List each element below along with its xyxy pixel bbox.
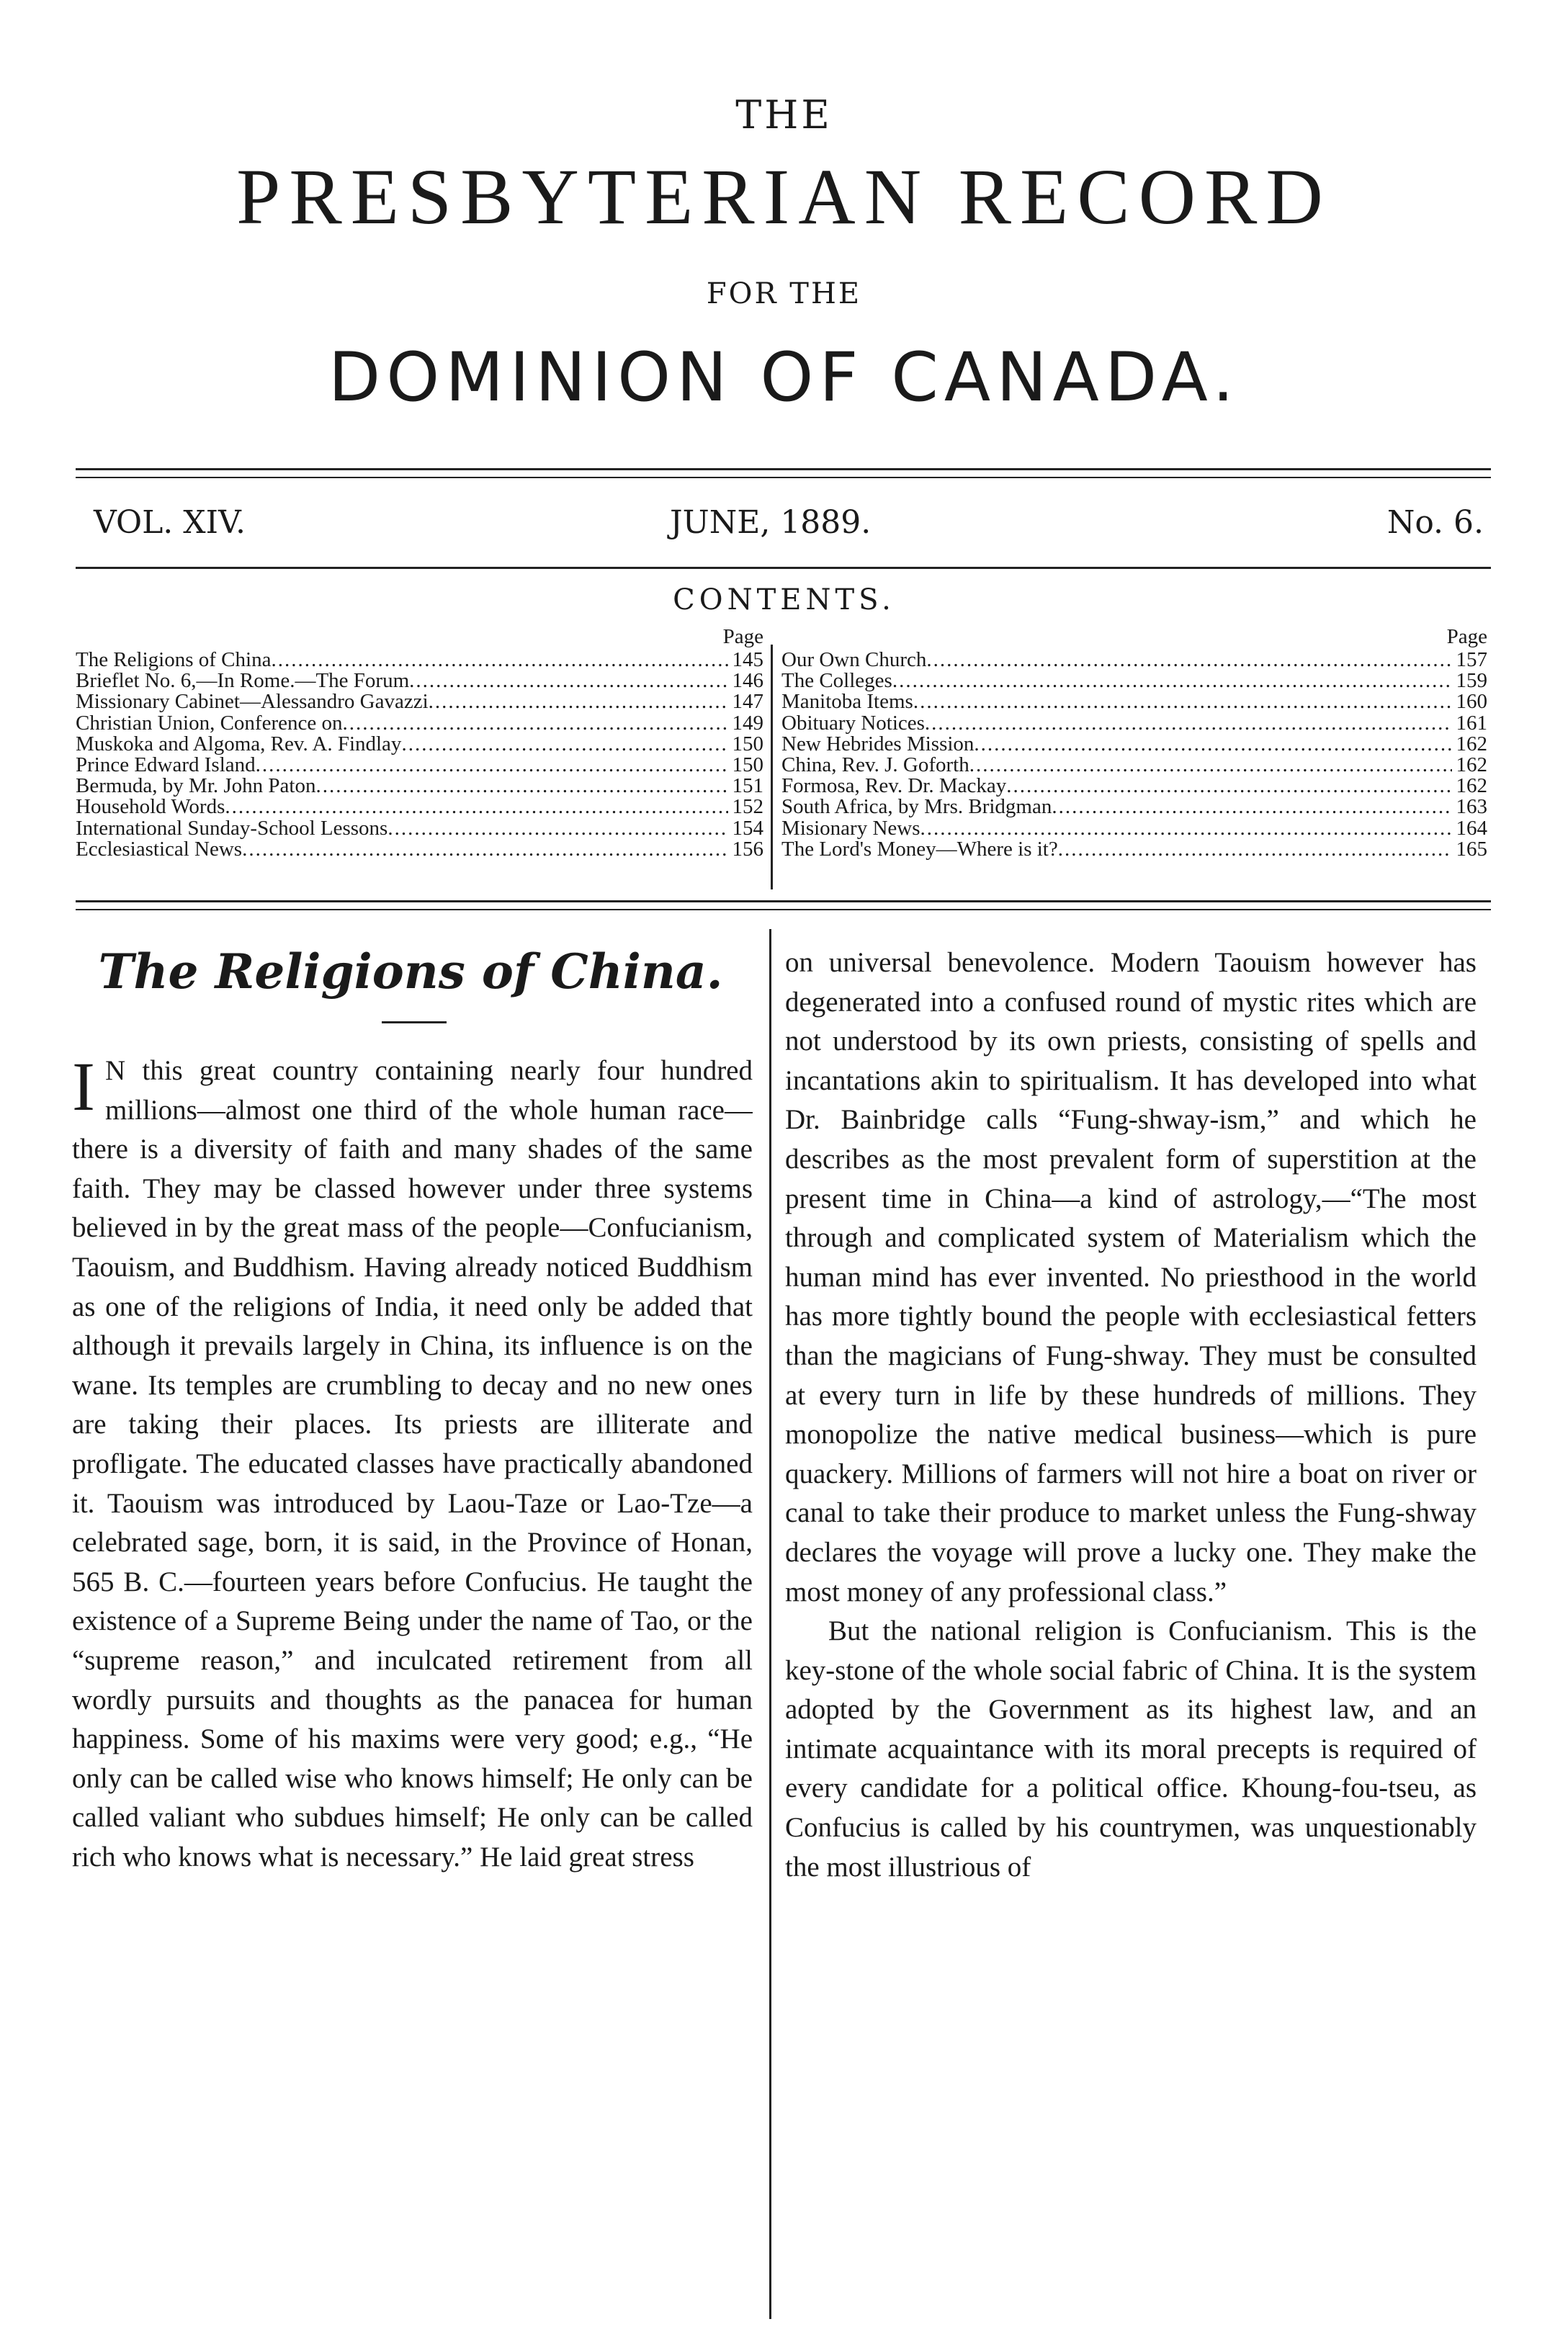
contents-entry-title: Household Words bbox=[76, 797, 225, 818]
contents-entry bbox=[76, 839, 763, 860]
contents-entry-page: 150 bbox=[732, 754, 763, 776]
column-2-paragraph-2: But the national religion is Confucianism. This is the key-stone of the whole social fabric of China. It is the system adopted by the Government as its highest law, and an intimate acquaintance with its moral precepts is required of every candidate for a political office. Khoung-fou-tseu, as Confucius is called by his countrymen, was unquestionably the most illustrious of bbox=[785, 1615, 1477, 1883]
contents-entry-leader bbox=[342, 713, 727, 734]
contents-entry-page: 150 bbox=[732, 733, 763, 755]
contents-page-label-left: Page bbox=[722, 625, 763, 648]
masthead-the: THE bbox=[735, 92, 833, 138]
contents-entry-title: Formosa, Rev. Dr. Mackay bbox=[781, 776, 1007, 797]
contents-entry-leader bbox=[969, 755, 1452, 776]
contents-entry-leader bbox=[256, 755, 728, 776]
contents-entry bbox=[76, 755, 763, 776]
contents-entry-leader bbox=[1006, 776, 1451, 797]
contents-entry-title: South Africa, by Mrs. Bridgman bbox=[781, 797, 1052, 818]
masthead-rule-top bbox=[76, 468, 1491, 470]
contents-entry-page: 152 bbox=[732, 797, 763, 818]
drop-cap: I bbox=[72, 1051, 95, 1125]
contents-entry-leader bbox=[913, 691, 1452, 712]
contents-entry-leader bbox=[242, 839, 727, 860]
issue-line bbox=[94, 504, 1484, 547]
contents-entry bbox=[781, 755, 1487, 776]
contents-entry-title: Obituary Notices bbox=[781, 712, 925, 734]
contents-entry-page: 156 bbox=[732, 838, 763, 860]
contents-entry bbox=[781, 734, 1487, 755]
masthead-dominion: DOMINION OF CANADA. bbox=[328, 338, 1240, 417]
contents-entry-page: 145 bbox=[732, 650, 763, 671]
contents-entry-title: China, Rev. J. Goforth bbox=[781, 754, 969, 776]
masthead-for-the: FOR THE bbox=[706, 277, 862, 310]
contents-entry-title: Misionary News bbox=[781, 817, 920, 839]
contents-heading: CONTENTS. bbox=[673, 583, 895, 616]
column-divider bbox=[769, 929, 771, 2319]
article-column-2 bbox=[785, 943, 1477, 2312]
contents-entry-leader bbox=[387, 818, 727, 839]
contents-entry-title: Missionary Cabinet—Alessandro Gavazzi bbox=[76, 691, 429, 713]
contents-entry-title: International Sunday-School Lessons bbox=[76, 817, 388, 839]
article-column-1 bbox=[72, 1051, 753, 2290]
contents-entry-leader bbox=[271, 650, 727, 671]
contents-rule-top bbox=[76, 900, 1491, 902]
contents-entry-title: Brieflet No. 6,—In Rome.—The Forum bbox=[76, 671, 410, 692]
title-underline bbox=[382, 1021, 447, 1023]
contents-entry-page: 157 bbox=[1456, 650, 1487, 671]
contents-entry-leader bbox=[409, 671, 727, 691]
contents-entry bbox=[781, 650, 1487, 671]
contents-entry-page: 161 bbox=[1456, 712, 1487, 734]
contents-entry-page: 162 bbox=[1456, 776, 1487, 797]
contents-entry-leader bbox=[225, 797, 727, 817]
contents-entry-title: The Lord's Money—Where is it? bbox=[781, 838, 1058, 860]
contents-entry-page: 149 bbox=[732, 712, 763, 734]
contents-entry-leader bbox=[1058, 839, 1452, 860]
column-2-paragraph-1: on universal benevolence. Modern Taouism however has degenerated into a confused round of mystic rites which are not understood by its own priests, consisting of spells and incantations akin to spiritualism. It has developed into what Dr. Bainbridge calls “Fung-shway-ism,” and which he describes as the most prevalent form of superstition at the present time in China—a kind of astrology,—“The most through and complicated system of Materialism which the human mind has ever invented. No priesthood in the world has more tightly bound the people with ecclesiastical fetters than the magicians of Fung-shway. They must be consulted at every turn in life by these hundreds of millions. They monopolize the native medical business—which is pure quackery. Millions of farmers will not hire a boat on river or canal to take their produce to market unless the Fung-shway declares the voyage will prove a lucky one. They make the most money of any professional class.” bbox=[785, 947, 1477, 1607]
contents-entry-page: 162 bbox=[1456, 733, 1487, 755]
contents-entry-page: 154 bbox=[732, 817, 763, 839]
contents-entry-title: The Colleges bbox=[781, 671, 892, 692]
contents-rule-bottom bbox=[76, 909, 1491, 910]
masthead-rule-bottom bbox=[76, 477, 1491, 478]
contents-entry bbox=[781, 797, 1487, 817]
masthead-title: PRESBYTERIAN RECORD bbox=[236, 153, 1332, 241]
contents-entry-title: Muskoka and Algoma, Rev. A. Findlay bbox=[76, 733, 402, 755]
contents-entry-leader bbox=[974, 734, 1451, 755]
contents-entry-page: 151 bbox=[732, 776, 763, 797]
contents-entry bbox=[781, 818, 1487, 839]
contents-left-column bbox=[76, 627, 763, 860]
contents-entry-leader bbox=[316, 776, 728, 797]
column-1-paragraph bbox=[72, 1051, 753, 1877]
contents-entry bbox=[76, 734, 763, 755]
contents-entry-leader bbox=[892, 671, 1452, 691]
contents-entry-page: 146 bbox=[732, 671, 763, 692]
issue-date: JUNE, 1889. bbox=[670, 504, 872, 541]
column-1-text: N this great country containing nearly four hundred millions—almost one third of the whole human race—there is a diversity of faith and many shades of the same faith. They may be classed however under three systems believed in by the great mass of the people—Confucianism, Taouism, and Buddhism. Having already noticed Buddhism as one of the religions of India, it need only be added that although it prevails largely in China, its influence is on the wane. Its temples are crumbling to decay and no new ones are taking their places. Its priests are illiterate and profligate. The educated classes have practically abandoned it. Taouism was introduced by Laou-Taze or Lao-Tze—a celebrated sage, born, it is said, in the Province of Honan, 565 B. C.—fourteen years before Confucius. He taught the existence of a Supreme Being under the name of Tao, or the “supreme reason,” and inculcated retirement from all wordly pursuits and thoughts as the panacea for human happiness. Some of his maxims were very good; e.g., “He only can be called wise who knows himself; He only can be called valiant who subdues himself; He only can be called rich who knows what is necessary.” He laid great stress bbox=[72, 1055, 753, 1873]
contents-entry-page: 147 bbox=[732, 691, 763, 713]
contents-entry-page: 165 bbox=[1456, 838, 1487, 860]
contents-page-label-right: Page bbox=[1446, 625, 1487, 648]
contents-entry-title: Bermuda, by Mr. John Paton bbox=[76, 776, 316, 797]
contents-entry-page: 163 bbox=[1456, 797, 1487, 818]
contents-entry-page: 162 bbox=[1456, 754, 1487, 776]
contents-entry-page: 159 bbox=[1456, 671, 1487, 692]
contents-entry bbox=[781, 671, 1487, 691]
contents-entry-leader bbox=[429, 691, 728, 712]
contents-entry-title: Our Own Church bbox=[781, 650, 927, 671]
contents-entry-leader bbox=[926, 650, 1451, 671]
issue-number: No. 6. bbox=[1386, 504, 1484, 541]
contents-entry bbox=[76, 671, 763, 691]
article-title: The Religions of China. bbox=[98, 943, 723, 1000]
contents-entry bbox=[76, 691, 763, 712]
contents-entry-leader bbox=[401, 734, 727, 755]
contents-entry bbox=[76, 650, 763, 671]
contents-entry-title: Christian Union, Conference on bbox=[76, 712, 343, 734]
contents-entry-title: Ecclesiastical News bbox=[76, 838, 243, 860]
contents-entry-title: New Hebrides Mission bbox=[781, 733, 975, 755]
contents-entry-title: The Religions of China bbox=[76, 650, 272, 671]
contents-entry-leader bbox=[1052, 797, 1451, 817]
issue-volume: VOL. XIV. bbox=[94, 504, 246, 541]
contents-entry-page: 160 bbox=[1456, 691, 1487, 713]
contents-entry bbox=[76, 797, 763, 817]
contents-entry bbox=[76, 713, 763, 734]
issue-rule bbox=[76, 567, 1491, 569]
contents-entry bbox=[781, 713, 1487, 734]
contents-entry-title: Manitoba Items bbox=[781, 691, 913, 713]
contents-entry bbox=[781, 691, 1487, 712]
contents-divider bbox=[771, 645, 773, 889]
contents-entry-leader bbox=[925, 713, 1452, 734]
contents-entry bbox=[781, 839, 1487, 860]
contents-entry bbox=[76, 818, 763, 839]
contents-entry-leader bbox=[920, 818, 1452, 839]
contents-entry-page: 164 bbox=[1456, 817, 1487, 839]
contents-entry bbox=[781, 776, 1487, 797]
contents-entry-title: Prince Edward Island bbox=[76, 754, 256, 776]
contents-entry bbox=[76, 776, 763, 797]
contents-right-column bbox=[781, 627, 1487, 860]
